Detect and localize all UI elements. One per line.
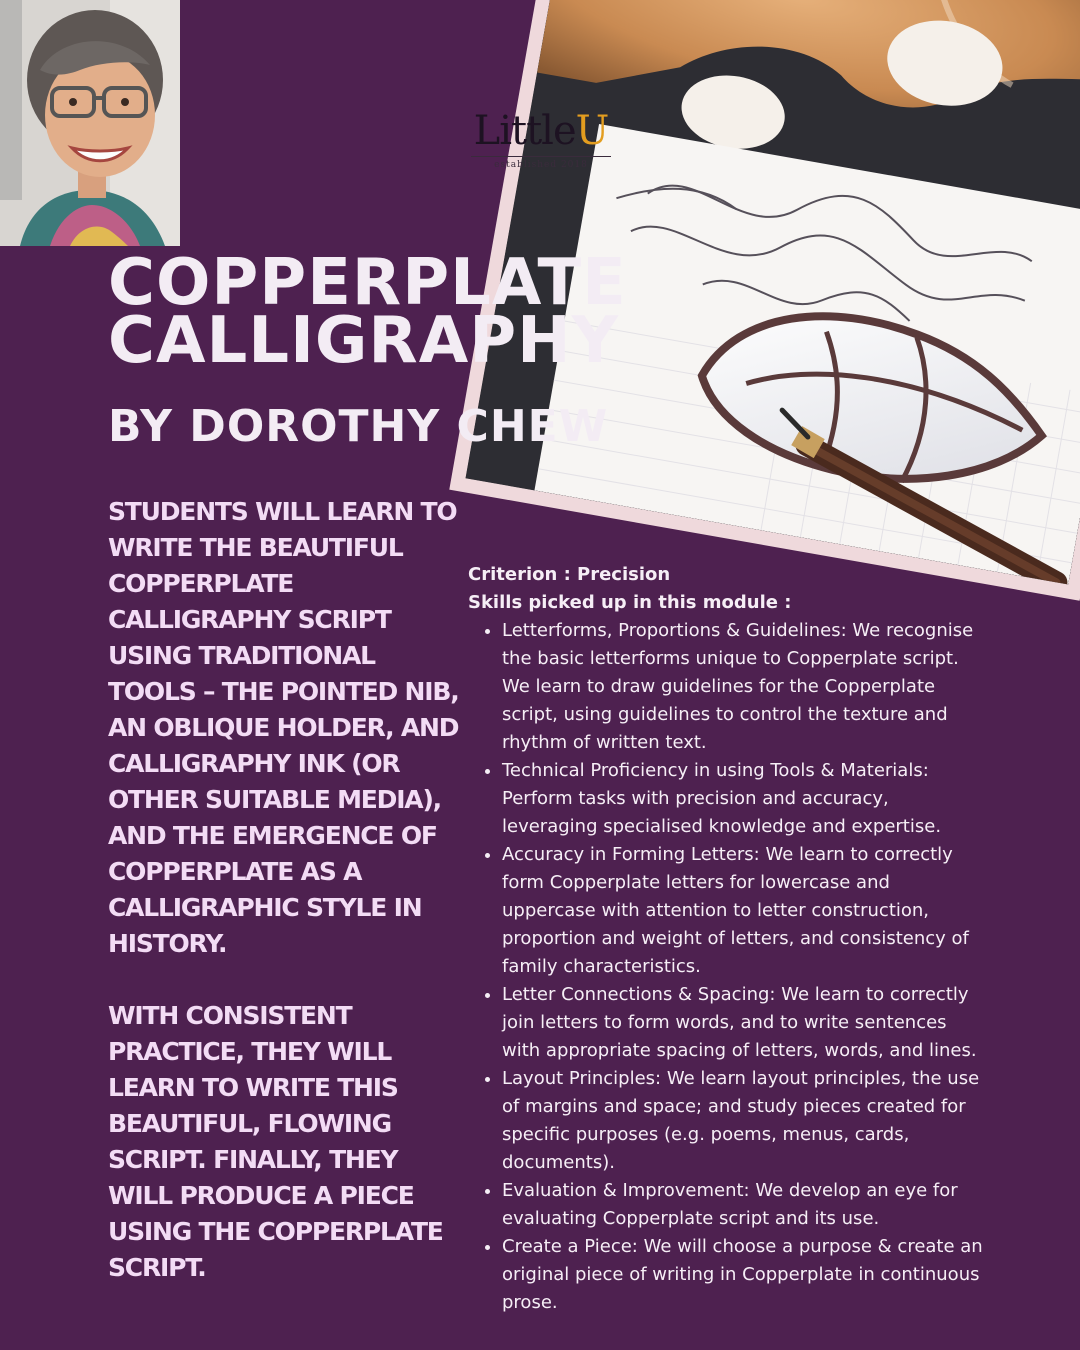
intro-paragraph-1: STUDENTS WILL LEARN TO WRITE THE BEAUTIFUL COPPERPLATE CALLIGRAPHY SCRIPT USING TRADITIONAL TOOLS – THE POINTED NIB, AN OBLIQUE HOLDER, AND CALLIGRAPHY INK (OR OTHER SUITABLE MEDIA), AND THE EMERGENCE OF COPPERPLATE AS A CALLIGRAPHIC STYLE IN HISTORY. [108,497,459,958]
instructor-byline: BY DOROTHY CHEW [108,401,609,452]
skill-item: • Layout Principles: We learn layout principles, the use of margins and space; and study pieces created for specific purposes (e.g. poems, menus, cards, documents). [502,1065,988,1177]
logo-accent: U [575,108,609,154]
logo-wordmark [466,108,616,154]
course-title-line-1: COPPERPLATE [108,246,627,320]
skill-item: • Letterforms, Proportions & Guidelines: We recognise the basic letterforms unique to Copperplate script. We learn to draw guidelines for the Copperplate script, using guidelines to control the texture and rhythm of written text. [502,617,988,757]
course-title [108,246,627,378]
intro-paragraph-2: WITH CONSISTENT PRACTICE, THEY WILL LEARN TO WRITE THIS BEAUTIFUL, FLOWING SCRIPT. FINALLY, THEY WILL PRODUCE A PIECE USING THE COPPERPLATE SCRIPT. [108,1001,443,1282]
skill-item: • Accuracy in Forming Letters: We learn to correctly form Copperplate letters for lowercase and uppercase with attention to letter construction, proportion and weight of letters, and consistency of family characteristics. [502,841,988,981]
criterion-label: Criterion : Precision [468,564,671,585]
skills-list [468,617,988,1317]
skill-item: • Create a Piece: We will choose a purpose & create an original piece of writing in Copperplate in continuous prose. [502,1233,988,1317]
logo-tagline: established 2018 [494,160,588,170]
littleu-logo [466,108,616,188]
skill-item: • Letter Connections & Spacing: We learn to correctly join letters to form words, and to write sentences with appropriate spacing of letters, words, and lines. [502,981,988,1065]
skill-item: • Technical Proficiency in using Tools & Materials: Perform tasks with precision and accuracy, leveraging specialised knowledge and expertise. [502,757,988,841]
skills-heading: Skills picked up in this module : [468,592,792,613]
course-title-line-2: CALLIGRAPHY [108,304,620,378]
course-intro [108,494,463,1286]
logo-divider [471,156,611,157]
skill-item: • Evaluation & Improvement: We develop an eye for evaluating Copperplate script and its use. [502,1177,988,1233]
instructor-portrait [0,0,180,246]
logo-prefix: Little [473,108,576,154]
module-details [468,561,988,1317]
